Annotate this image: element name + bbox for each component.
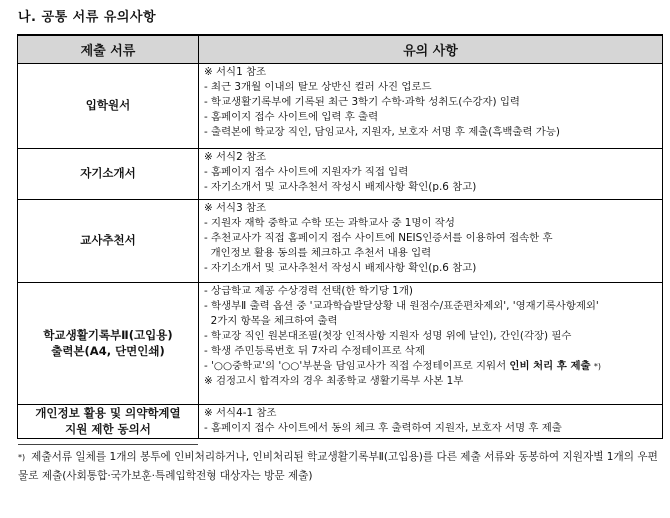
note-line: - 최근 3개월 이내의 탈모 상반신 컬러 사진 업로드 — [204, 81, 432, 93]
table-row — [18, 405, 663, 439]
note-line: - 자기소개서 및 교사추천서 작성시 배제사항 확인(p.6 참고) — [204, 262, 477, 274]
note-line: ※ 서식4-1 참조 — [204, 407, 277, 419]
table-row — [18, 64, 663, 149]
note-line: - 홈페이지 접수 사이트에 입력 후 출력 — [204, 111, 379, 123]
note-line: - 학생 주민등록번호 뒤 7자리 수정테이프로 삭제 — [204, 345, 425, 357]
note-line: - 추천교사가 직접 홈페이지 접수 사이트에 NEIS인증서를 이용하여 접속한 후 — [204, 232, 553, 244]
note-line: - 출력본에 학교장 직인, 담임교사, 지원자, 보호자 서명 후 제출(흑백출력 가능) — [204, 126, 560, 138]
footnote-mark: *) — [18, 453, 26, 462]
table-header-row — [18, 35, 663, 64]
row-label-school-record — [18, 283, 199, 405]
note-line: 2가지 항목을 체크하여 출력 — [204, 315, 338, 327]
note-line: - 지원자 재학 중학교 수학 또는 과학교사 중 1명이 작성 — [204, 217, 455, 229]
note-line: - 자기소개서 및 교사추천서 작성시 배제사항 확인(p.6 참고) — [204, 181, 477, 193]
note-line: ※ 서식1 참조 — [204, 66, 267, 78]
row-label-consent — [18, 405, 199, 439]
emphasis-text: 인비 처리 후 제출 — [509, 360, 591, 372]
section-title: 나. 공통 서류 유의사항 — [18, 10, 157, 25]
table-row — [18, 149, 663, 200]
table-row — [18, 200, 663, 283]
note-text: - '○○중학교'의 '○○'부분을 담임교사가 직접 수정테이프로 지워서 — [204, 360, 510, 372]
note-line: - 상급학교 제공 수상경력 선택(한 학기당 1개) — [204, 285, 413, 297]
label-line: 학교생활기록부Ⅱ(고입용) — [43, 327, 173, 342]
note-line: - 학교장 직인 원본대조필(첫장 인적사항 지원자 성명 위에 날인), 간인(각장) 필수 — [204, 330, 572, 342]
row-label-teacher-rec: 교사추천서 — [18, 200, 199, 283]
footnote-ref: *) — [593, 362, 601, 371]
note-line: ※ 검정고시 합격자의 경우 최종학교 생활기록부 사본 1부 — [204, 375, 464, 387]
note-line: 개인정보 활용 동의를 체크하고 추천서 내용 입력 — [204, 247, 432, 259]
table-row — [18, 283, 663, 405]
header-notes: 유의 사항 — [199, 35, 663, 64]
footnote-divider — [18, 444, 198, 445]
row-notes-school-record — [199, 283, 663, 405]
note-line-with-emphasis — [204, 359, 658, 374]
footnote — [18, 448, 666, 486]
row-notes-application — [199, 64, 663, 149]
row-label-self-intro: 자기소개서 — [18, 149, 199, 200]
header-documents: 제출 서류 — [18, 35, 199, 64]
row-notes-teacher-rec — [199, 200, 663, 283]
row-notes-self-intro — [199, 149, 663, 200]
note-line: - 학생부Ⅱ 출력 옵션 중 '교과학습발달상황 내 원점수/표준편차제외', '영재기록사항제외' — [204, 300, 599, 312]
row-label-application: 입학원서 — [18, 64, 199, 149]
note-line: - 홈페이지 접수 사이트에 지원자가 직접 입력 — [204, 166, 409, 178]
documents-table — [17, 34, 663, 439]
label-line: 개인정보 활용 및 의약학계열 — [35, 405, 181, 420]
note-line: ※ 서식2 참조 — [204, 151, 267, 163]
note-line: - 학교생활기록부에 기록된 최근 3학기 수학·과학 성취도(수강자) 입력 — [204, 96, 520, 108]
label-line: 출력본(A4, 단면인쇄) — [51, 343, 165, 358]
note-line: - 홈페이지 접수 사이트에서 동의 체크 후 출력하여 지원자, 보호자 서명 후 제출 — [204, 422, 562, 434]
note-line: ※ 서식3 참조 — [204, 202, 267, 214]
label-line: 지원 제한 동의서 — [65, 421, 151, 436]
footnote-text: 제출서류 일체를 1개의 봉투에 인비처리하거나, 인비처리된 학교생활기록부Ⅱ(고입용)를 다른 제출 서류와 동봉하여 지원자별 1개의 우편물로 제출(사회통합·국가보훈·특례입학전형 대상자는 방문 제출) — [18, 451, 658, 482]
row-notes-consent — [199, 405, 663, 439]
